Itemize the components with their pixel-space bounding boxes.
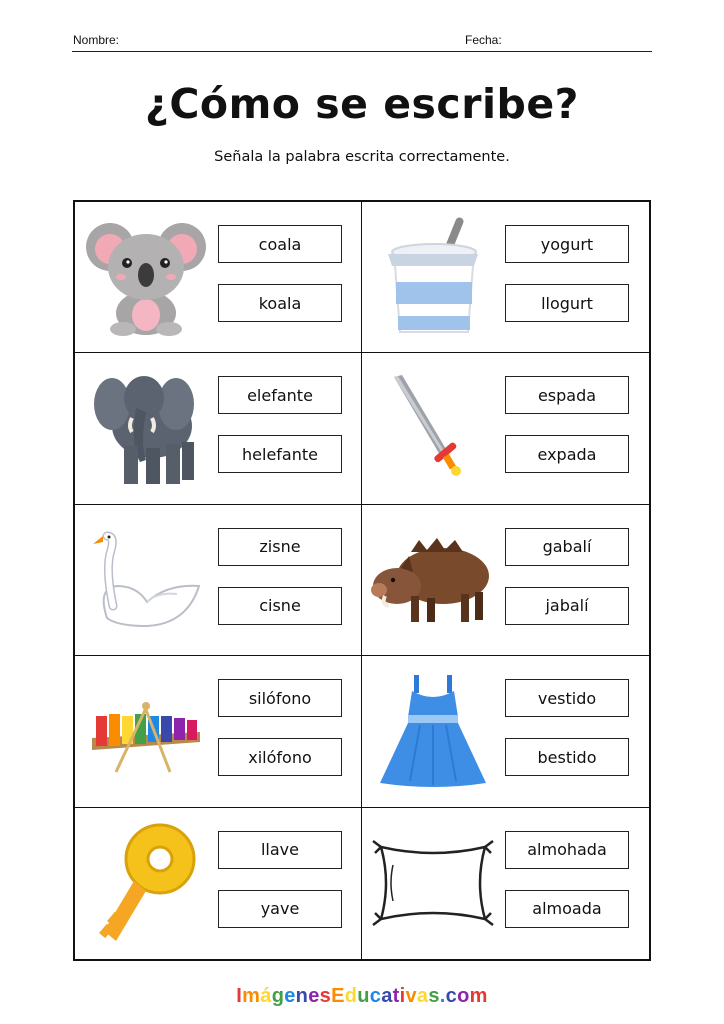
option-llogurt[interactable]: llogurt: [505, 284, 629, 322]
option-cisne[interactable]: cisne: [218, 587, 342, 625]
option-zisne[interactable]: zisne: [218, 528, 342, 566]
exercise-cell-swan: [75, 505, 362, 656]
exercise-cell-xylophone: [75, 656, 362, 807]
option-koala[interactable]: koala: [218, 284, 342, 322]
option-espada[interactable]: espada: [505, 376, 629, 414]
exercise-cell-yogurt: [362, 202, 649, 353]
exercise-cell-sword: [362, 353, 649, 504]
name-label: Nombre:: [73, 33, 120, 47]
koala-image: [81, 210, 211, 344]
exercise-grid: [73, 200, 651, 961]
option-llave[interactable]: llave: [218, 831, 342, 869]
option-elefante[interactable]: elefante: [218, 376, 342, 414]
option-expada[interactable]: expada: [505, 435, 629, 473]
pillow-image: [368, 816, 498, 950]
option-yave[interactable]: yave: [218, 890, 342, 928]
page-title: ¿Cómo se escribe?: [145, 80, 579, 128]
header-line: [72, 51, 652, 52]
option-bestido[interactable]: bestido: [505, 738, 629, 776]
option-coala[interactable]: coala: [218, 225, 342, 263]
exercise-cell-pillow: [362, 808, 649, 959]
exercise-cell-koala: [75, 202, 362, 353]
exercise-cell-dress: [362, 656, 649, 807]
exercise-cell-elephant: [75, 353, 362, 504]
option-almoada[interactable]: almoada: [505, 890, 629, 928]
exercise-cell-key: [75, 808, 362, 959]
option-xilofono[interactable]: xilófono: [218, 738, 342, 776]
option-almohada[interactable]: almohada: [505, 831, 629, 869]
dress-image: [368, 664, 498, 798]
option-vestido[interactable]: vestido: [505, 679, 629, 717]
brand-footer[interactable]: [0, 985, 724, 1008]
option-silofono[interactable]: silófono: [218, 679, 342, 717]
option-helefante[interactable]: helefante: [218, 435, 342, 473]
exercise-cell-boar: [362, 505, 649, 656]
elephant-image: [81, 361, 211, 495]
option-jabali[interactable]: jabalí: [505, 587, 629, 625]
swan-image: [81, 513, 211, 647]
date-label: Fecha:: [465, 33, 502, 47]
key-image: [81, 816, 211, 950]
yogurt-image: [368, 210, 498, 344]
boar-image: [368, 513, 498, 647]
option-yogurt[interactable]: yogurt: [505, 225, 629, 263]
instructions: Señala la palabra escrita correctamente.: [214, 149, 510, 165]
option-gabali[interactable]: gabalí: [505, 528, 629, 566]
sword-image: [368, 361, 498, 495]
brand-text: ImágenesEducativas.com: [236, 985, 488, 1007]
xylophone-image: [81, 664, 211, 798]
